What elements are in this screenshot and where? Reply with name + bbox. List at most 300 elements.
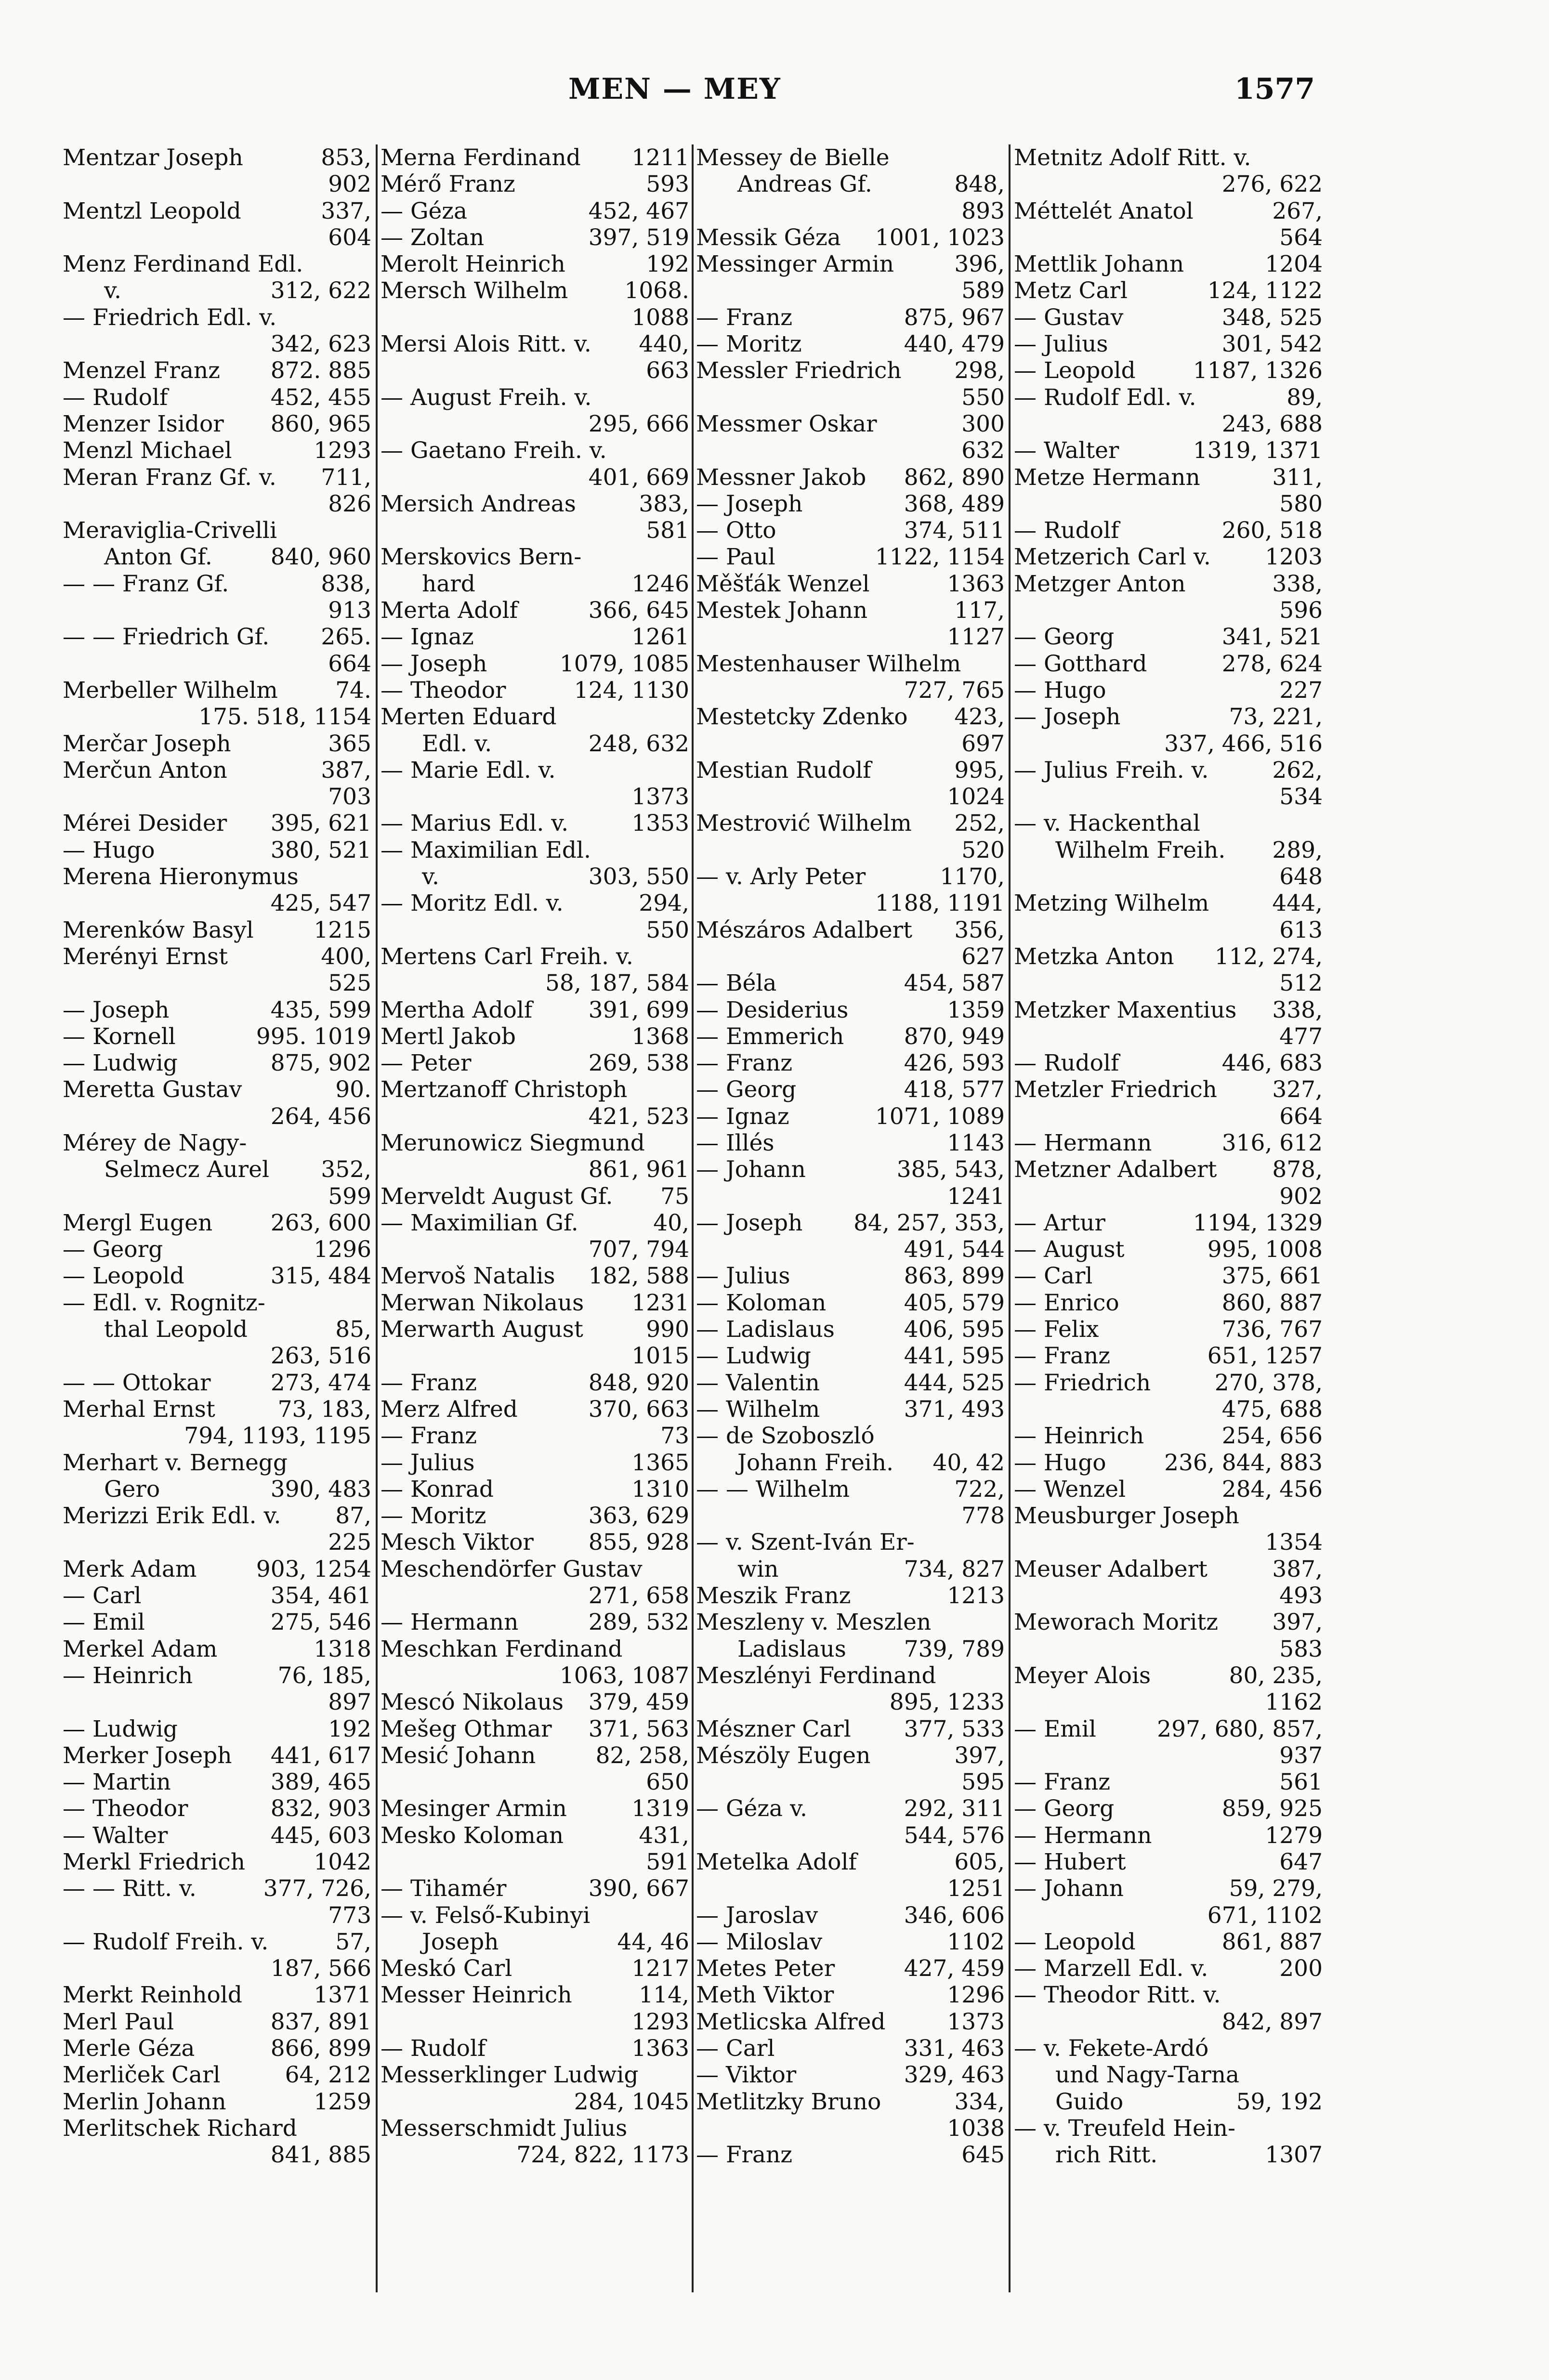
- entry-pages: 671, 1102: [1207, 1902, 1323, 1929]
- entry-name: Messey de Bielle: [696, 144, 890, 171]
- entry-name: Merbeller Wilhelm: [63, 677, 278, 704]
- entry-name: Edl. v.: [422, 730, 492, 757]
- index-entry: [1014, 597, 1325, 624]
- index-entry: [696, 997, 1007, 1023]
- entry-pages: 337, 466, 516: [1164, 730, 1323, 757]
- entry-pages: 327,: [1272, 1076, 1323, 1103]
- entry-name: Metz Carl: [1014, 277, 1128, 304]
- entry-pages: 441, 595: [904, 1343, 1005, 1370]
- entry-pages: 838,: [321, 570, 371, 597]
- entry-name: Andreas Gf.: [737, 171, 872, 198]
- entry-name: — Hermann: [1014, 1129, 1152, 1156]
- index-entry: [63, 1050, 373, 1076]
- entry-name: Mersich Andreas: [381, 490, 576, 517]
- page-header: [63, 72, 1315, 116]
- entry-pages: 58, 187, 584: [545, 970, 689, 997]
- entry-name: Merta Adolf: [381, 597, 518, 624]
- entry-pages: 722,: [954, 1476, 1005, 1503]
- index-entry: [63, 1103, 373, 1130]
- index-entry: [696, 517, 1007, 544]
- entry-pages: 444, 525: [904, 1369, 1005, 1396]
- index-entry: [63, 1795, 373, 1822]
- entry-pages: 387,: [321, 757, 371, 784]
- entry-name: — Leopold: [1014, 1928, 1136, 1955]
- entry-name: — Carl: [63, 1582, 142, 1609]
- entry-name: Merkel Adam: [63, 1635, 218, 1662]
- entry-pages: 263, 516: [270, 1343, 371, 1370]
- entry-name: Messler Friedrich: [696, 357, 902, 384]
- index-entry: [381, 1503, 691, 1529]
- index-entry: [63, 1716, 373, 1742]
- entry-pages: 446, 683: [1221, 1050, 1323, 1077]
- index-entry: [1014, 251, 1325, 277]
- entry-name: — August: [1014, 1236, 1125, 1263]
- index-entry: [1014, 464, 1325, 491]
- entry-name: Meth Viktor: [696, 1982, 834, 2009]
- index-entry: [63, 1343, 373, 1369]
- entry-name: — Carl: [1014, 1263, 1093, 1290]
- entry-pages: 651, 1257: [1207, 1343, 1323, 1370]
- index-entry: [696, 2062, 1007, 2088]
- entry-name: — — Ottokar: [63, 1369, 211, 1396]
- entry-name: — Koloman: [696, 1289, 827, 1316]
- entry-pages: 182, 588: [588, 1263, 689, 1290]
- entry-name: — v. Treufeld Hein-: [1014, 2115, 1235, 2142]
- index-entry: [1014, 810, 1325, 837]
- entry-pages: 895, 1233: [889, 1689, 1005, 1716]
- entry-pages: 645: [961, 2142, 1005, 2169]
- entry-pages: 389, 465: [270, 1769, 371, 1796]
- entry-name: Merk Adam: [63, 1556, 197, 1582]
- entry-name: Menzl Michael: [63, 437, 232, 464]
- entry-name: Meszik Franz: [696, 1582, 851, 1609]
- index-entry: [1014, 863, 1325, 890]
- entry-pages: 396,: [954, 251, 1005, 278]
- entry-name: — Ludwig: [63, 1715, 178, 1742]
- entry-pages: 311,: [1272, 464, 1323, 491]
- entry-pages: 1088: [631, 304, 689, 331]
- index-entry: [63, 1076, 373, 1103]
- entry-pages: 826: [328, 490, 371, 517]
- entry-pages: 76, 185,: [277, 1662, 371, 1689]
- entry-name: — v. Fekete-Ardó: [1014, 2035, 1209, 2062]
- index-entry: [1014, 1183, 1325, 1210]
- index-entry: [696, 1050, 1007, 1076]
- entry-pages: 613: [1279, 916, 1323, 943]
- entry-name: — Géza v.: [696, 1795, 807, 1822]
- index-entry: [381, 544, 691, 570]
- entry-name: Meretta Gustav: [63, 1076, 242, 1103]
- entry-name: — v. Arly Peter: [696, 863, 866, 890]
- entry-name: Merna Ferdinand: [381, 144, 581, 171]
- index-entry: [63, 757, 373, 784]
- entry-name: — Viktor: [696, 2062, 797, 2089]
- index-entry: [696, 1210, 1007, 1236]
- entry-pages: 902: [328, 171, 371, 198]
- entry-pages: 862, 890: [904, 464, 1005, 491]
- entry-name: Mertens Carl Freih. v.: [381, 943, 633, 970]
- entry-pages: 227: [1279, 677, 1323, 704]
- entry-name: Metlicska Alfred: [696, 2008, 886, 2035]
- entry-name: — Marie Edl. v.: [381, 757, 556, 784]
- entry-name: Mesko Koloman: [381, 1822, 564, 1849]
- index-entry: [63, 1769, 373, 1795]
- entry-name: — Hugo: [1014, 677, 1106, 704]
- index-entry: [1014, 1529, 1325, 1556]
- index-entry: [63, 1236, 373, 1263]
- index-entry: [381, 491, 691, 517]
- entry-name: rich Ritt.: [1055, 2142, 1158, 2169]
- index-entry: [1014, 917, 1325, 943]
- index-entry: [1014, 1662, 1325, 1689]
- index-entry: [1014, 1263, 1325, 1289]
- index-entry: [696, 810, 1007, 837]
- index-entry: [381, 1130, 691, 1156]
- index-entry: [381, 2089, 691, 2115]
- index-entry: [1014, 437, 1325, 464]
- entry-pages: 383,: [639, 490, 689, 517]
- index-entry: [1014, 1236, 1325, 1263]
- entry-name: thal Leopold: [104, 1316, 248, 1343]
- entry-pages: 269, 538: [588, 1050, 689, 1077]
- entry-pages: 379, 459: [588, 1689, 689, 1716]
- entry-pages: 1063, 1087: [559, 1662, 689, 1689]
- index-entry: [63, 1849, 373, 1875]
- index-entry: [696, 411, 1007, 437]
- entry-pages: 40,: [653, 1209, 689, 1236]
- index-entry: [696, 1183, 1007, 1210]
- entry-pages: 295, 666: [588, 410, 689, 437]
- entry-pages: 90.: [335, 1076, 371, 1103]
- entry-name: — Rudolf: [1014, 517, 1119, 544]
- entry-pages: 254, 656: [1221, 1423, 1323, 1450]
- index-entry: [381, 1396, 691, 1423]
- entry-name: — Paul: [696, 544, 775, 571]
- entry-name: Mertha Adolf: [381, 996, 533, 1023]
- entry-pages: 334,: [954, 2088, 1005, 2115]
- entry-name: — Emmerich: [696, 1023, 844, 1050]
- entry-pages: 354, 461: [270, 1582, 371, 1609]
- entry-pages: 604: [328, 224, 371, 251]
- entry-pages: 315, 484: [270, 1263, 371, 1290]
- entry-pages: 491, 544: [904, 1236, 1005, 1263]
- entry-name: — Franz: [696, 2142, 793, 2169]
- index-entry: [1014, 1050, 1325, 1076]
- entry-pages: 331, 463: [904, 2035, 1005, 2062]
- entry-pages: 427, 459: [904, 1955, 1005, 1982]
- entry-name: — — Ritt. v.: [63, 1875, 197, 1902]
- index-entry: [696, 2009, 1007, 2035]
- index-entry: [1014, 784, 1325, 810]
- index-entry: [696, 464, 1007, 491]
- index-entry: [381, 1210, 691, 1236]
- entry-name: — Friedrich: [1014, 1369, 1151, 1396]
- entry-pages: 711,: [321, 464, 371, 491]
- entry-pages: 338,: [1272, 996, 1323, 1023]
- entry-name: — Theodor: [381, 677, 506, 704]
- entry-name: Mertzanoff Christoph: [381, 1076, 628, 1103]
- entry-name: Metes Peter: [696, 1955, 835, 1982]
- entry-pages: 82, 258,: [595, 1742, 689, 1769]
- index-entry: [1014, 651, 1325, 677]
- entry-pages: 1038: [947, 2115, 1005, 2142]
- entry-pages: 650: [646, 1769, 689, 1796]
- index-entry: [63, 1316, 373, 1343]
- index-entry: [63, 890, 373, 916]
- index-entry: [696, 224, 1007, 251]
- index-entry: [1014, 943, 1325, 970]
- entry-pages: 648: [1279, 863, 1323, 890]
- entry-pages: 902: [1279, 1183, 1323, 1210]
- entry-name: Mervoš Natalis: [381, 1263, 555, 1290]
- index-entry: [696, 1849, 1007, 1875]
- index-entry: [63, 251, 373, 277]
- entry-name: — Gaetano Freih. v.: [381, 437, 607, 464]
- entry-name: — Hugo: [1014, 1449, 1106, 1476]
- entry-pages: 1187, 1326: [1193, 357, 1323, 384]
- entry-name: Ladislaus: [737, 1635, 846, 1662]
- index-entry: [381, 304, 691, 331]
- index-entry: [1014, 1156, 1325, 1183]
- entry-pages: 297, 680, 857,: [1157, 1715, 1323, 1742]
- entry-name: — Jaroslav: [696, 1902, 818, 1929]
- index-entry: [63, 1370, 373, 1396]
- index-entry: [1014, 517, 1325, 544]
- entry-name: — Rudolf: [63, 384, 168, 411]
- entry-pages: 599: [328, 1183, 371, 1210]
- index-entry: [63, 597, 373, 624]
- index-entry: [63, 544, 373, 570]
- index-entry: [1014, 1902, 1325, 1929]
- index-entry: [381, 1875, 691, 1902]
- entry-name: Merker Joseph: [63, 1742, 232, 1769]
- entry-name: — Moritz Edl. v.: [381, 890, 564, 917]
- index-entry: [381, 837, 691, 863]
- index-entry: [63, 1609, 373, 1635]
- index-entry: [696, 1875, 1007, 1902]
- entry-pages: 1371: [314, 1982, 371, 2009]
- entry-pages: 346, 606: [904, 1902, 1005, 1929]
- entry-name: Menzel Franz: [63, 357, 220, 384]
- entry-pages: 1079, 1085: [559, 650, 689, 677]
- entry-pages: 1241: [947, 1183, 1005, 1210]
- index-entry: [696, 1529, 1007, 1556]
- entry-pages: 872. 885: [270, 357, 371, 384]
- entry-name: — Julius: [381, 1449, 475, 1476]
- entry-name: — Hermann: [381, 1609, 519, 1636]
- entry-name: — Wilhelm: [696, 1396, 820, 1423]
- entry-pages: 200: [1279, 1955, 1323, 1982]
- index-entry: [63, 624, 373, 650]
- entry-pages: 1359: [947, 996, 1005, 1023]
- entry-name: Messerklinger Ludwig: [381, 2062, 639, 2089]
- index-entry: [63, 1689, 373, 1715]
- index-entry: [63, 571, 373, 597]
- page-number: 1577: [1234, 72, 1315, 106]
- index-entry: [381, 2035, 691, 2062]
- entry-name: — Joseph: [63, 996, 170, 1023]
- entry-pages: 406, 595: [904, 1316, 1005, 1343]
- entry-pages: 426, 593: [904, 1050, 1005, 1077]
- index-entry: [1014, 1955, 1325, 1982]
- index-entry: [381, 1476, 691, 1503]
- entry-name: — Konrad: [381, 1476, 494, 1503]
- entry-pages: 225: [328, 1529, 371, 1556]
- entry-name: — Joseph: [381, 650, 487, 677]
- index-entry: [63, 1929, 373, 1955]
- entry-pages: 1204: [1265, 251, 1323, 278]
- entry-pages: 580: [1279, 490, 1323, 517]
- entry-pages: 1213: [947, 1582, 1005, 1609]
- entry-pages: 370, 663: [588, 1396, 689, 1423]
- entry-pages: 739, 789: [904, 1635, 1005, 1662]
- index-entry: [381, 1929, 691, 1955]
- index-entry: [1014, 357, 1325, 384]
- entry-name: — Géza: [381, 197, 468, 224]
- index-entry: [63, 970, 373, 996]
- entry-name: Metnitz Adolf Ritt. v.: [1014, 144, 1251, 171]
- column-rule: [1009, 144, 1011, 2292]
- index-entry: [696, 171, 1007, 197]
- index-entry: [63, 277, 373, 304]
- entry-name: Gero: [104, 1476, 160, 1503]
- entry-name: — Marius Edl. v.: [381, 810, 569, 837]
- index-entry: [381, 651, 691, 677]
- entry-name: — Maximilian Gf.: [381, 1209, 578, 1236]
- index-entry: [696, 704, 1007, 730]
- index-entry: [696, 917, 1007, 943]
- index-entry: [1014, 571, 1325, 597]
- entry-name: Mergl Eugen: [63, 1209, 213, 1236]
- entry-pages: 368, 489: [904, 490, 1005, 517]
- entry-pages: 271, 658: [588, 1582, 689, 1609]
- index-entry: [696, 1609, 1007, 1635]
- index-entry: [63, 1450, 373, 1476]
- entry-name: Wilhelm Freih.: [1055, 837, 1226, 863]
- entry-pages: 1296: [314, 1236, 371, 1263]
- index-entry: [381, 731, 691, 757]
- entry-pages: 1363: [947, 570, 1005, 597]
- index-entry: [1014, 331, 1325, 357]
- index-entry: [1014, 1582, 1325, 1609]
- entry-pages: 73, 183,: [277, 1396, 371, 1423]
- entry-name: Merlitschek Richard: [63, 2115, 297, 2142]
- entry-pages: 550: [646, 916, 689, 943]
- entry-name: — Georg: [1014, 624, 1115, 651]
- entry-name: — Gustav: [1014, 304, 1124, 331]
- entry-name: — Rudolf: [1014, 1050, 1119, 1077]
- index-entry: [63, 837, 373, 863]
- entry-name: Merizzi Erik Edl. v.: [63, 1503, 281, 1530]
- index-entry: [1014, 1982, 1325, 2008]
- entry-pages: 1319, 1371: [1193, 437, 1323, 464]
- index-entry: [696, 1396, 1007, 1423]
- entry-name: Messner Jakob: [696, 464, 866, 491]
- index-entry: [696, 1103, 1007, 1130]
- index-entry: [63, 997, 373, 1023]
- entry-pages: 1259: [314, 2088, 371, 2115]
- index-entry: [381, 784, 691, 810]
- entry-pages: 855, 928: [588, 1529, 689, 1556]
- entry-pages: 377, 533: [904, 1715, 1005, 1742]
- entry-pages: 236, 844, 883: [1164, 1449, 1323, 1476]
- index-entry: [696, 837, 1007, 863]
- entry-pages: 374, 511: [904, 517, 1005, 544]
- entry-pages: 248, 632: [588, 730, 689, 757]
- index-entry: [381, 1955, 691, 1982]
- entry-pages: 995. 1019: [256, 1023, 371, 1050]
- index-entry: [381, 1849, 691, 1875]
- index-entry: [1014, 837, 1325, 863]
- entry-name: — Moritz: [696, 331, 802, 358]
- index-entry: [696, 1689, 1007, 1715]
- entry-name: Messik Géza: [696, 224, 841, 251]
- entry-name: Merveldt August Gf.: [381, 1183, 613, 1210]
- index-entry: [63, 2089, 373, 2115]
- entry-pages: 265.: [321, 624, 371, 651]
- entry-pages: 387,: [1272, 1556, 1323, 1582]
- index-entry: [381, 890, 691, 916]
- index-entry: [63, 1982, 373, 2008]
- index-entry: [1014, 1716, 1325, 1742]
- entry-pages: 40, 42: [932, 1449, 1005, 1476]
- index-entry: [381, 1902, 691, 1929]
- entry-pages: 273, 474: [270, 1369, 371, 1396]
- index-entry: [63, 1423, 373, 1449]
- entry-pages: 534: [1279, 784, 1323, 811]
- index-entry: [696, 357, 1007, 384]
- entry-pages: 1373: [947, 2008, 1005, 2035]
- entry-pages: 444,: [1272, 890, 1323, 917]
- entry-pages: 338,: [1272, 570, 1323, 597]
- index-entry: [381, 2009, 691, 2035]
- entry-pages: 1024: [947, 784, 1005, 811]
- index-entry: [696, 1929, 1007, 1955]
- entry-name: Metelka Adolf: [696, 1849, 857, 1875]
- entry-pages: 75: [660, 1183, 689, 1210]
- index-entry: [63, 2142, 373, 2168]
- index-entry: [1014, 2089, 1325, 2115]
- index-entry: [63, 1742, 373, 1769]
- index-entry: [381, 1795, 691, 1822]
- entry-name: Merolt Heinrich: [381, 251, 565, 278]
- entry-name: — Wenzel: [1014, 1476, 1126, 1503]
- entry-pages: 262,: [1272, 757, 1323, 784]
- entry-pages: 1170,: [940, 863, 1005, 890]
- entry-pages: 348, 525: [1221, 304, 1323, 331]
- entry-pages: 841, 885: [270, 2142, 371, 2169]
- index-entry: [63, 491, 373, 517]
- index-entry: [63, 677, 373, 704]
- entry-pages: 1365: [631, 1449, 689, 1476]
- index-entry: [63, 943, 373, 970]
- entry-name: Merenków Basyl: [63, 916, 254, 943]
- entry-name: — Kornell: [63, 1023, 176, 1050]
- entry-pages: 440,: [639, 331, 689, 358]
- entry-pages: 605,: [954, 1849, 1005, 1875]
- index-entry: [1014, 970, 1325, 996]
- index-entry: [381, 1423, 691, 1449]
- entry-name: Guido: [1055, 2088, 1124, 2115]
- entry-name: — Carl: [696, 2035, 775, 2062]
- index-entry: [696, 624, 1007, 650]
- entry-pages: 289, 532: [588, 1609, 689, 1636]
- entry-name: — v. Szent-Iván Er-: [696, 1529, 915, 1556]
- entry-name: Joseph: [422, 1928, 499, 1955]
- index-entry: [63, 437, 373, 464]
- index-entry: [63, 1156, 373, 1183]
- index-entry: [1014, 704, 1325, 730]
